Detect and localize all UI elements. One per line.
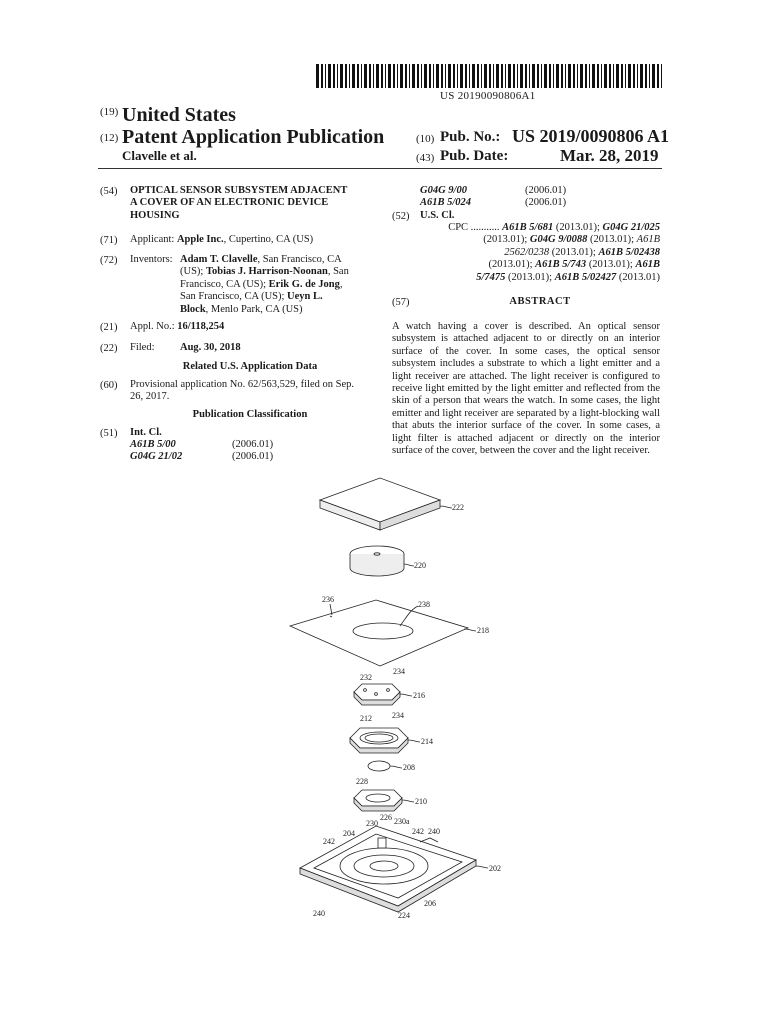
text-run: A61B xyxy=(635,259,660,271)
barcode-bar xyxy=(465,64,467,88)
publication-type: Patent Application Publication xyxy=(122,126,385,148)
text-run: (2013.01); xyxy=(549,246,599,258)
barcode-bar xyxy=(376,64,379,88)
barcode-bar xyxy=(385,64,386,88)
barcode-bar xyxy=(517,64,518,88)
cpc-classification xyxy=(420,222,660,284)
invention-title xyxy=(130,185,370,222)
text-line xyxy=(420,234,660,246)
gasket-ring xyxy=(350,728,408,753)
barcode-bar xyxy=(532,64,535,88)
text-run: 2562/0238 xyxy=(504,246,550,258)
provisional-text xyxy=(130,379,375,404)
barcode-bar xyxy=(424,64,427,88)
authors: Clavelle et al. xyxy=(122,148,197,163)
barcode-bar xyxy=(657,64,659,88)
barcode-bar xyxy=(601,64,602,88)
title-line: HOUSING xyxy=(130,209,180,221)
provisional-line: Provisional application No. 62/563,529, filed on Sep. xyxy=(130,379,354,390)
barcode-bar xyxy=(508,64,511,88)
provisional-line: 26, 2017. xyxy=(130,391,170,403)
barcode-bar xyxy=(405,64,407,88)
pub-date-label: Pub. Date: xyxy=(440,148,509,164)
text-run: (US); xyxy=(180,266,206,278)
barcode-bar xyxy=(573,64,575,88)
label-228: 228 xyxy=(356,777,368,786)
barcode-bar xyxy=(541,64,542,88)
title-line: A COVER OF AN ELECTRONIC DEVICE xyxy=(130,197,329,209)
sheet-layer xyxy=(290,600,468,666)
barcode-bar xyxy=(484,64,487,88)
barcode-bar xyxy=(525,64,527,88)
intcl-date: (2006.01) xyxy=(232,439,274,450)
label-214: 214 xyxy=(421,737,433,746)
label-222: 222 xyxy=(452,503,464,512)
cover-plate xyxy=(320,478,440,530)
barcode-bar xyxy=(373,64,374,88)
abstract-text: A watch having a cover is described. An optical sensor subsystem is attached adjacent to or directly on an interior surface of the cover. In some cases, the optical sensor subsystem includes a substrate to which a light emitter and a light receiver are attached. The light receiver is configured to receive light emitted by the light emitter and reflected from the skin of a person that wears the watch. In some cases, the light emitter and light receiver are separated by a light-blocking wall that abuts the interior surface of the cover. In some cases, a light filter is attached adjacent or directly on the interior surface of the cover, between the cover and the light receiver. xyxy=(392,321,660,457)
barcode-bar xyxy=(652,64,655,88)
applicant-code: (71) xyxy=(100,235,118,246)
barcode-bar xyxy=(340,64,343,88)
text-run: CPC ........... xyxy=(448,222,503,233)
text-run: Erik G. de Jong xyxy=(268,278,340,290)
applicant-name: Apple Inc. xyxy=(176,234,224,245)
abstract-code: (57) xyxy=(392,297,410,308)
barcode-bar xyxy=(556,64,559,88)
label-238: 238 xyxy=(418,600,430,609)
applicant-label: Applicant: xyxy=(130,234,175,245)
intcl-date: (2006.01) xyxy=(525,197,567,208)
barcode-bar xyxy=(333,64,335,88)
barcode-bar xyxy=(400,64,403,88)
filed-code: (22) xyxy=(100,343,118,354)
barcode-bar xyxy=(436,64,439,88)
label-242: 242 xyxy=(412,827,424,836)
barcode-bar xyxy=(661,64,662,88)
barcode-bar xyxy=(640,64,643,88)
text-run: Block xyxy=(180,303,206,315)
barcode-bar xyxy=(469,64,470,88)
uscl-code: (52) xyxy=(392,211,410,222)
label-224: 224 xyxy=(398,911,410,920)
barcode-bar xyxy=(393,64,395,88)
barcode-bar xyxy=(352,64,355,88)
label-204: 204 xyxy=(343,829,355,838)
provisional-code: (60) xyxy=(100,380,118,391)
text-run: 5/7475 xyxy=(476,271,506,283)
text-line xyxy=(180,279,380,291)
barcode-bar xyxy=(496,64,499,88)
barcode-bar xyxy=(321,64,323,88)
text-line xyxy=(420,222,660,234)
barcode-bar xyxy=(381,64,383,88)
text-run: (2013.01); xyxy=(483,234,530,246)
barcode-bar xyxy=(445,64,446,88)
barcode-bar xyxy=(613,64,614,88)
text-run: San Francisco, CA (US); xyxy=(180,291,288,303)
barcode-bar xyxy=(544,64,547,88)
barcode-bar xyxy=(328,64,331,88)
text-line xyxy=(420,272,660,284)
pub-date: Mar. 28, 2019 xyxy=(560,146,659,165)
barcode-bar xyxy=(565,64,566,88)
label-236: 236 xyxy=(322,595,334,604)
barcode-bar xyxy=(633,64,635,88)
barcode-bar xyxy=(505,64,506,88)
label-232: 232 xyxy=(360,673,372,682)
barcode-bar xyxy=(472,64,475,88)
barcode-bar xyxy=(645,64,647,88)
barcode-bar xyxy=(316,64,319,88)
barcode-bar xyxy=(361,64,362,88)
text-run: (2013.01); xyxy=(488,259,536,271)
mount-frame xyxy=(354,790,402,811)
intcl-class: G04G 21/02 xyxy=(130,451,183,462)
title-line: OPTICAL SENSOR SUBSYSTEM ADJACENT xyxy=(130,185,348,196)
text-run: Tobias J. Harrison-Noonan xyxy=(205,266,328,278)
text-run: G04G 21/025 xyxy=(602,222,660,233)
code-10: (10) xyxy=(416,133,435,145)
country: United States xyxy=(122,104,236,126)
barcode-bar xyxy=(453,64,455,88)
barcode-bar xyxy=(549,64,551,88)
barcode-bar xyxy=(397,64,398,88)
barcode-bar xyxy=(441,64,443,88)
code-12: (12) xyxy=(100,132,119,144)
barcode-number: US 20190090806A1 xyxy=(440,90,536,102)
barcode-bar xyxy=(561,64,563,88)
text-run: Adam T. Clavelle xyxy=(180,254,258,265)
text-run: A61B 5/02438 xyxy=(598,246,660,258)
text-run: A61B 5/681 xyxy=(502,222,554,233)
text-run: A61B xyxy=(636,234,660,246)
text-line xyxy=(180,266,380,278)
label-242: 242 xyxy=(323,837,335,846)
barcode-bar xyxy=(421,64,422,88)
text-line xyxy=(180,304,380,316)
barcode-bar xyxy=(501,64,503,88)
label-218: 218 xyxy=(477,626,489,635)
inventors-list xyxy=(180,254,380,316)
barcode-bar xyxy=(345,64,347,88)
barcode-bar xyxy=(604,64,607,88)
label-212: 212 xyxy=(360,714,372,723)
text-run: G04G 9/0088 xyxy=(529,234,588,246)
text-run: Ueyn L. xyxy=(287,291,323,303)
filed-date: Aug. 30, 2018 xyxy=(180,342,241,353)
appl-code: (21) xyxy=(100,322,118,333)
appl-no: 16/118,254 xyxy=(177,321,225,332)
barcode-bar xyxy=(625,64,626,88)
barcode-bar xyxy=(513,64,515,88)
barcode-bar xyxy=(337,64,338,88)
barcode-bar xyxy=(369,64,371,88)
label-202: 202 xyxy=(489,864,501,873)
title-code: (54) xyxy=(100,186,118,197)
pub-class-heading: Publication Classification xyxy=(192,409,308,420)
text-run: , San xyxy=(327,266,349,278)
intcl-class: A61B 5/00 xyxy=(130,439,176,450)
barcode-bar xyxy=(388,64,391,88)
text-run: (2013.01); xyxy=(586,259,636,271)
pub-no: US 2019/0090806 A1 xyxy=(512,126,670,146)
uscl-label: U.S. Cl. xyxy=(420,210,455,221)
label-206: 206 xyxy=(424,899,436,908)
intcl-label: Int. Cl. xyxy=(130,427,162,438)
label-216: 216 xyxy=(413,691,425,700)
barcode-bar xyxy=(493,64,494,88)
label-240: 240 xyxy=(313,909,325,918)
text-line xyxy=(180,254,380,266)
applicant xyxy=(130,234,380,246)
intcl-class: G04G 9/00 xyxy=(420,185,467,196)
text-run: (2013.01) xyxy=(616,271,660,283)
label-230: 230 xyxy=(366,819,378,828)
barcode-bar xyxy=(585,64,587,88)
text-run: , Menlo Park, CA (US) xyxy=(205,303,303,315)
text-run: A61B 5/02427 xyxy=(554,271,617,283)
barcode-bar xyxy=(568,64,571,88)
barcode-bar xyxy=(649,64,650,88)
barcode-bar xyxy=(628,64,631,88)
code-43: (43) xyxy=(416,152,435,164)
related-heading: Related U.S. Application Data xyxy=(182,361,318,372)
barcode-bar xyxy=(529,64,530,88)
barcode-bar xyxy=(609,64,611,88)
label-234: 234 xyxy=(393,667,405,676)
inventors-code: (72) xyxy=(100,255,118,266)
appl-no-label: Appl. No.: xyxy=(130,321,175,332)
intcl-code: (51) xyxy=(100,428,118,439)
code-19: (19) xyxy=(100,106,119,118)
text-run: (2013.01); xyxy=(553,222,603,233)
label-234: 234 xyxy=(392,711,404,720)
text-run: , San Francisco, CA xyxy=(257,254,342,265)
label-220: 220 xyxy=(414,561,426,570)
barcode-bar xyxy=(580,64,583,88)
abstract-heading: ABSTRACT xyxy=(509,296,571,307)
barcode-bar xyxy=(364,64,367,88)
barcode-bar xyxy=(489,64,491,88)
applicant-location: , Cupertino, CA (US) xyxy=(223,234,314,245)
header-rule xyxy=(98,168,662,169)
label-210: 210 xyxy=(415,797,427,806)
barcode-bar xyxy=(417,64,419,88)
barcode-bar xyxy=(597,64,599,88)
barcode-bar xyxy=(325,64,326,88)
barcode-bar xyxy=(616,64,619,88)
label-208: 208 xyxy=(403,763,415,772)
sensor-board xyxy=(354,684,400,705)
intcl-date: (2006.01) xyxy=(525,185,567,196)
barcode-bar xyxy=(592,64,595,88)
disc-component xyxy=(350,546,404,576)
text-run: A61B 5/743 xyxy=(535,259,587,271)
barcode-bar xyxy=(448,64,451,88)
exploded-view-drawing xyxy=(280,468,520,928)
barcode-bar xyxy=(477,64,479,88)
text-line xyxy=(180,291,380,303)
text-run: Francisco, CA (US); xyxy=(180,278,269,290)
label-226: 226 xyxy=(380,813,392,822)
barcode-bar xyxy=(577,64,578,88)
barcode-bar xyxy=(553,64,554,88)
appl-no-row xyxy=(130,321,224,333)
text-run: (2013.01); xyxy=(505,271,555,283)
barcode-bar xyxy=(433,64,434,88)
barcode-bar xyxy=(481,64,482,88)
barcode-bar xyxy=(429,64,431,88)
text-run: (2013.01); xyxy=(587,234,637,246)
filed-label: Filed: xyxy=(130,342,155,353)
intcl-date: (2006.01) xyxy=(232,451,274,462)
barcode-bar xyxy=(457,64,458,88)
barcode-bar xyxy=(460,64,463,88)
text-line xyxy=(420,247,660,259)
label-230a: 230a xyxy=(394,817,410,826)
barcode-bar xyxy=(520,64,523,88)
pub-no-label: Pub. No.: xyxy=(440,129,501,145)
barcode-bar xyxy=(637,64,638,88)
barcode-bar xyxy=(412,64,415,88)
barcode-bar xyxy=(409,64,410,88)
text-run: , xyxy=(339,278,343,290)
barcode-bar xyxy=(621,64,623,88)
barcode-bar xyxy=(357,64,359,88)
label-240: 240 xyxy=(428,827,440,836)
intcl-class: A61B 5/024 xyxy=(420,197,472,208)
lens xyxy=(368,761,390,771)
barcode-bar xyxy=(537,64,539,88)
barcode xyxy=(316,64,662,88)
inventors-label: Inventors: xyxy=(130,254,173,265)
barcode-bar xyxy=(349,64,350,88)
barcode-bar xyxy=(589,64,590,88)
text-line xyxy=(420,259,660,271)
